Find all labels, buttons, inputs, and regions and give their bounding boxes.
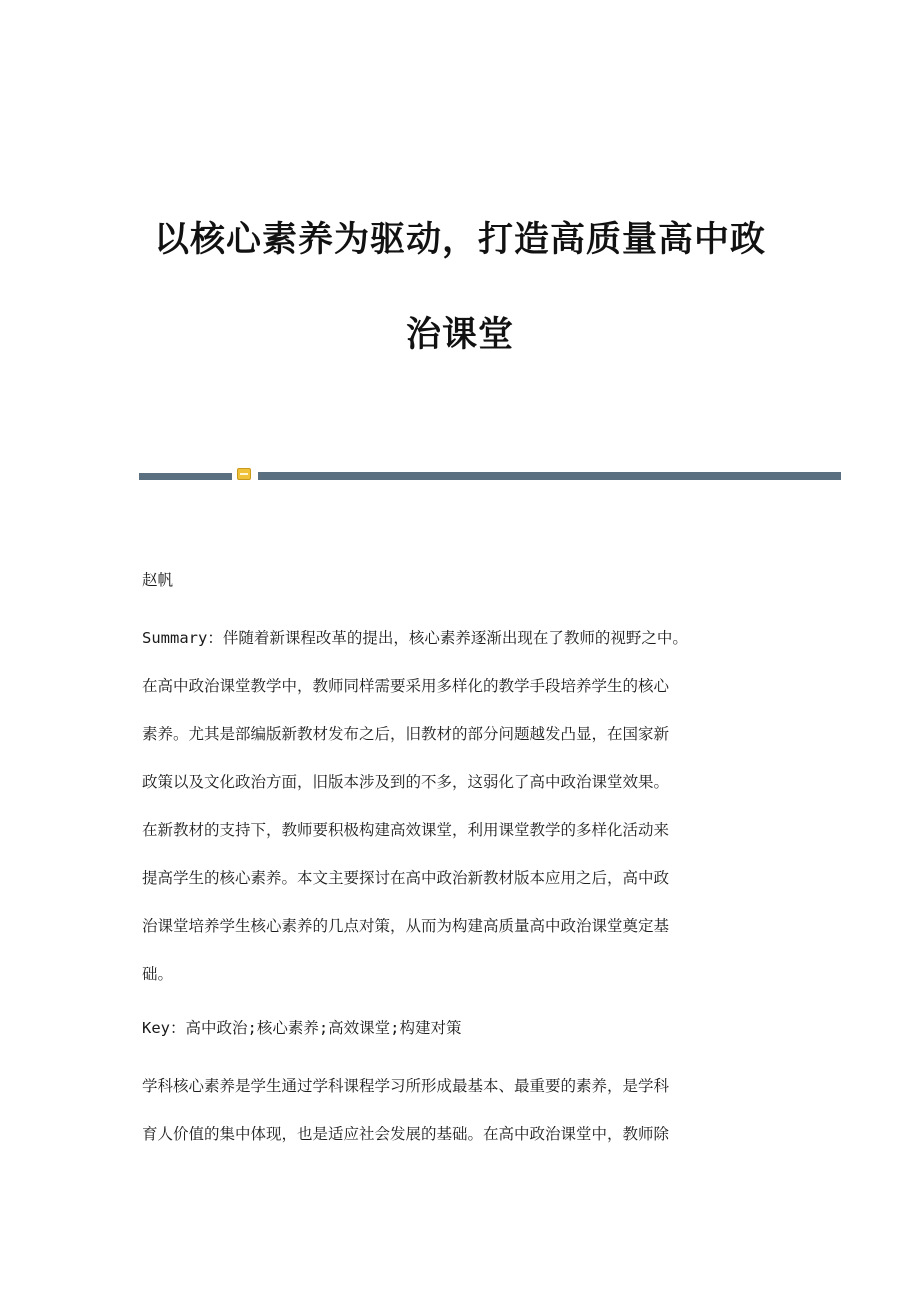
body-paragraph: [142, 1062, 782, 1158]
body-line: 育人价值的集中体现，也是适应社会发展的基础。在高中政治课堂中，教师除: [142, 1125, 670, 1143]
divider-emblem-icon: [237, 468, 251, 480]
document-title-line-2: 治课堂: [405, 315, 514, 355]
summary-line: 提高学生的核心素养。本文主要探讨在高中政治新教材版本应用之后，高中政: [142, 869, 670, 887]
summary-line: 在新教材的支持下，教师要积极构建高效课堂，利用课堂教学的多样化活动来: [142, 821, 670, 839]
summary-line: 治课堂培养学生核心素养的几点对策，从而为构建高质量高中政治课堂奠定基: [142, 917, 670, 935]
divider-bar-right: [258, 472, 841, 480]
author-name: 赵帆: [142, 571, 174, 589]
summary-line: 在高中政治课堂教学中，教师同样需要采用多样化的教学手段培养学生的核心: [142, 677, 670, 695]
keywords-line: Key：高中政治;核心素养;高效课堂;构建对策: [142, 1019, 462, 1037]
summary-line: 政策以及文化政治方面，旧版本涉及到的不多，这弱化了高中政治课堂效果。: [142, 773, 670, 791]
summary-line: Summary：伴随着新课程改革的提出，核心素养逐渐出现在了教师的视野之中。: [142, 629, 688, 647]
body-line: 学科核心素养是学生通过学科课程学习所形成最基本、最重要的素养，是学科: [142, 1077, 670, 1095]
divider-bar-left: [139, 473, 232, 480]
summary-line: 素养。尤其是部编版新教材发布之后，旧教材的部分问题越发凸显，在国家新: [142, 725, 670, 743]
document-title-line-1: 以核心素养为驱动，打造高质量高中政: [153, 220, 766, 260]
summary-line: 础。: [142, 965, 174, 983]
decorative-divider: [139, 468, 841, 482]
summary-paragraph: [142, 614, 782, 998]
